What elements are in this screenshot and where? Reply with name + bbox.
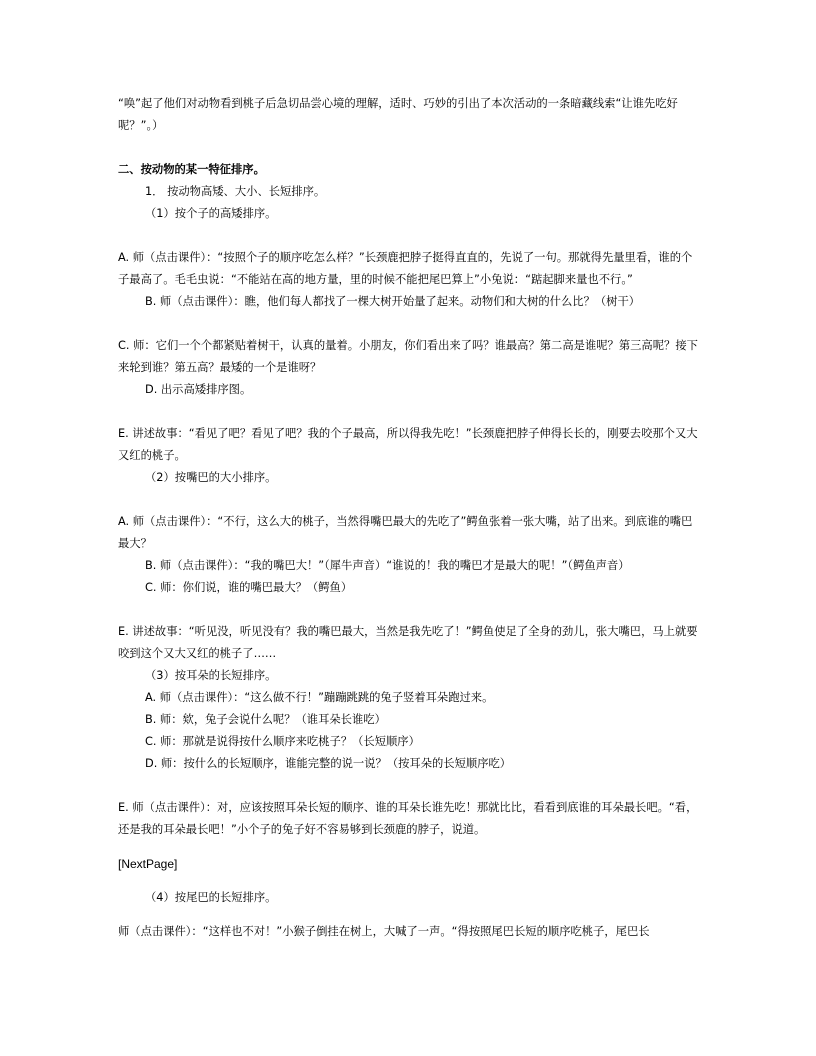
- paragraph: C. 师：你们说，谁的嘴巴最大？（鳄鱼）: [145, 581, 353, 594]
- paragraph: A. 师（点击课件）：“不行，这么大的桃子，当然得嘴巴最大的先吃了”鳄鱼张着一张大嘴，站了出来。到底谁的嘴巴最大？: [118, 515, 693, 550]
- paragraph: C. 师：那就是说得按什么顺序来吃桃子？（长短顺序）: [145, 735, 420, 748]
- paragraph: E. 师（点击课件）：对，应该按照耳朵长短的顺序、谁的耳朵长谁先吃！那就比比，看看到底谁的耳朵最长吧。“看，还是我的耳朵最长吧！”小个子的兔子好不容易够到长颈鹿的脖子，说道。: [118, 801, 698, 836]
- paragraph: 师（点击课件）：“这样也不对！”小猴子倒挂在树上，大喊了一声。“得按照尾巴长短的顺序吃桃子，尾巴长: [118, 925, 650, 938]
- section-heading: 二、按动物的某一特征排序。: [118, 163, 265, 176]
- paragraph: D. 师：按什么的长短顺序，谁能完整的说一说？（按耳朵的长短顺序吃）: [145, 757, 512, 770]
- paragraph: （1）按个子的高矮排序。: [145, 207, 277, 220]
- paragraph: （3）按耳朵的长短排序。: [145, 669, 277, 682]
- paragraph: C. 师：它们一个个都紧贴着树干，认真的量着。小朋友，你们看出来了吗？谁最高？第二高是谁呢？第三高呢？接下来轮到谁？第五高？最矮的一个是谁呀？: [118, 339, 698, 374]
- paragraph: （2）按嘴巴的大小排序。: [145, 471, 277, 484]
- paragraph: D. 出示高矮排序图。: [145, 383, 252, 396]
- paragraph: 1． 按动物高矮、大小、长短排序。: [145, 185, 326, 198]
- paragraph: B. 师：欸，兔子会说什么呢？（谁耳朵长谁吃）: [145, 713, 386, 726]
- paragraph: A. 师（点击课件）：“这么做不行！”蹦蹦跳跳的兔子竖着耳朵跑过来。: [145, 691, 494, 704]
- paragraph: B. 师（点击课件）：“我的嘴巴大！”（犀牛声音）“谁说的！我的嘴巴才是最大的呢！”（鳄鱼声音）: [145, 559, 630, 572]
- paragraph: A. 师（点击课件）：“按照个子的顺序吃怎么样？”长颈鹿把脖子挺得直直的，先说了一句。那就得先量里看，谁的个子最高了。毛毛虫说：“不能站在高的地方量，里的时候不能把尾巴算上”小兔说：“踮起脚来量也不行。”: [118, 251, 693, 286]
- next-page-marker: [NextPage]: [118, 857, 178, 871]
- paragraph: B. 师（点击课件）：瞧，他们每人都找了一棵大树开始量了起来。动物们和大树的什么比？（树干）: [145, 295, 641, 308]
- paragraph: E. 讲述故事：“看见了吧？看见了吧？我的个子最高，所以得我先吃！”长颈鹿把脖子伸得长长的，刚要去咬那个又大又红的桃子。: [118, 427, 698, 462]
- paragraph: “唤”起了他们对动物看到桃子后急切品尝心境的理解，适时、巧妙的引出了本次活动的一条暗藏线索“让谁先吃好呢？”。）: [118, 97, 678, 132]
- document-body: [118, 93, 698, 943]
- paragraph: （4）按尾巴的长短排序。: [145, 891, 277, 904]
- paragraph: E. 讲述故事：“听见没，听见没有？我的嘴巴最大，当然是我先吃了！”鳄鱼使足了全身的劲儿，张大嘴巴，马上就要咬到这个又大又红的桃子了……: [118, 625, 698, 660]
